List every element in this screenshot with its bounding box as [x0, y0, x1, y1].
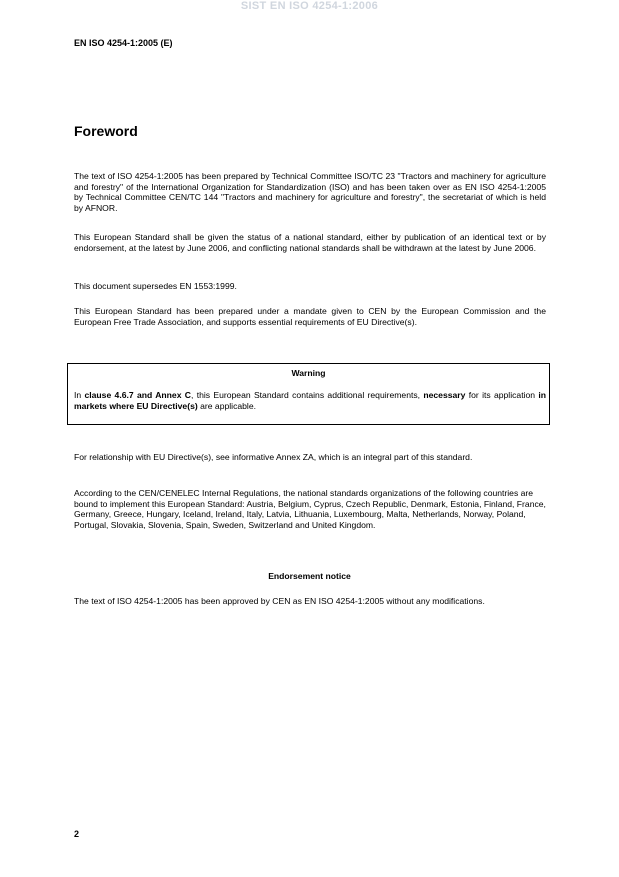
foreword-paragraph-6: According to the CEN/CENELEC Internal Regulations, the national standards organizations of the following countries are bound to implement this European Standard: Austria, Belgium, Cyprus, Czech Republic, Denmark, Estonia, Finland, France, Germany, Greece, Hungary, Iceland, Ireland, Italy, Latvia, Lithuania, Luxembourg, Malta, Netherlands, Norway, Poland, Portugal, Slovakia, Slovenia, Spain, Sweden, Switzerland and United Kingdom.	[74, 488, 546, 530]
endorsement-text: The text of ISO 4254-1:2005 has been approved by CEN as EN ISO 4254-1:2005 without any modifications.	[74, 596, 485, 606]
document-header: EN ISO 4254-1:2005 (E)	[74, 38, 173, 48]
warning-text-part: for its application	[465, 390, 539, 400]
warning-emphasis-necessary: necessary	[423, 390, 466, 400]
warning-title: Warning	[291, 368, 326, 378]
foreword-paragraph-4: This European Standard has been prepared under a mandate given to CEN by the European Commission and the European Free Trade Association, and supports essential requirements of EU Directive(s).	[74, 306, 546, 327]
page-title: Foreword	[74, 123, 138, 139]
warning-text-part: are applicable.	[197, 400, 257, 411]
foreword-paragraph-2: This European Standard shall be given the status of a national standard, either by publication of an identical text or by endorsement, at the latest by June 2006, and conflicting national standards shall be withdrawn at the latest by June 2006.	[74, 232, 546, 253]
endorsement-heading: Endorsement notice	[268, 571, 351, 581]
warning-text	[74, 390, 546, 411]
warning-text-part: , this European Standard contains additional requirements,	[191, 390, 424, 400]
warning-text-part: In	[74, 390, 85, 400]
warning-emphasis-markets: in markets where EU Directive(s)	[74, 390, 547, 411]
foreword-paragraph-1: The text of ISO 4254-1:2005 has been prepared by Technical Committee ISO/TC 23 "Tractors and machinery for agriculture and forestry" of the International Organization for Standardization (ISO) and has been taken over as EN ISO 4254-1:2005 by Technical Committee CEN/TC 144 "Tractors and machinery for agriculture and forestry", the secretariat of which is held by AFNOR.	[74, 171, 546, 213]
page-number: 2	[74, 829, 80, 839]
foreword-paragraph-5: For relationship with EU Directive(s), see informative Annex ZA, which is an integral part of this standard.	[74, 452, 473, 462]
warning-box	[67, 363, 550, 425]
foreword-paragraph-3: This document supersedes EN 1553:1999.	[74, 281, 237, 291]
warning-clause-reference: clause 4.6.7 and Annex C	[84, 390, 191, 400]
watermark: SIST EN ISO 4254-1:2006	[240, 0, 379, 12]
